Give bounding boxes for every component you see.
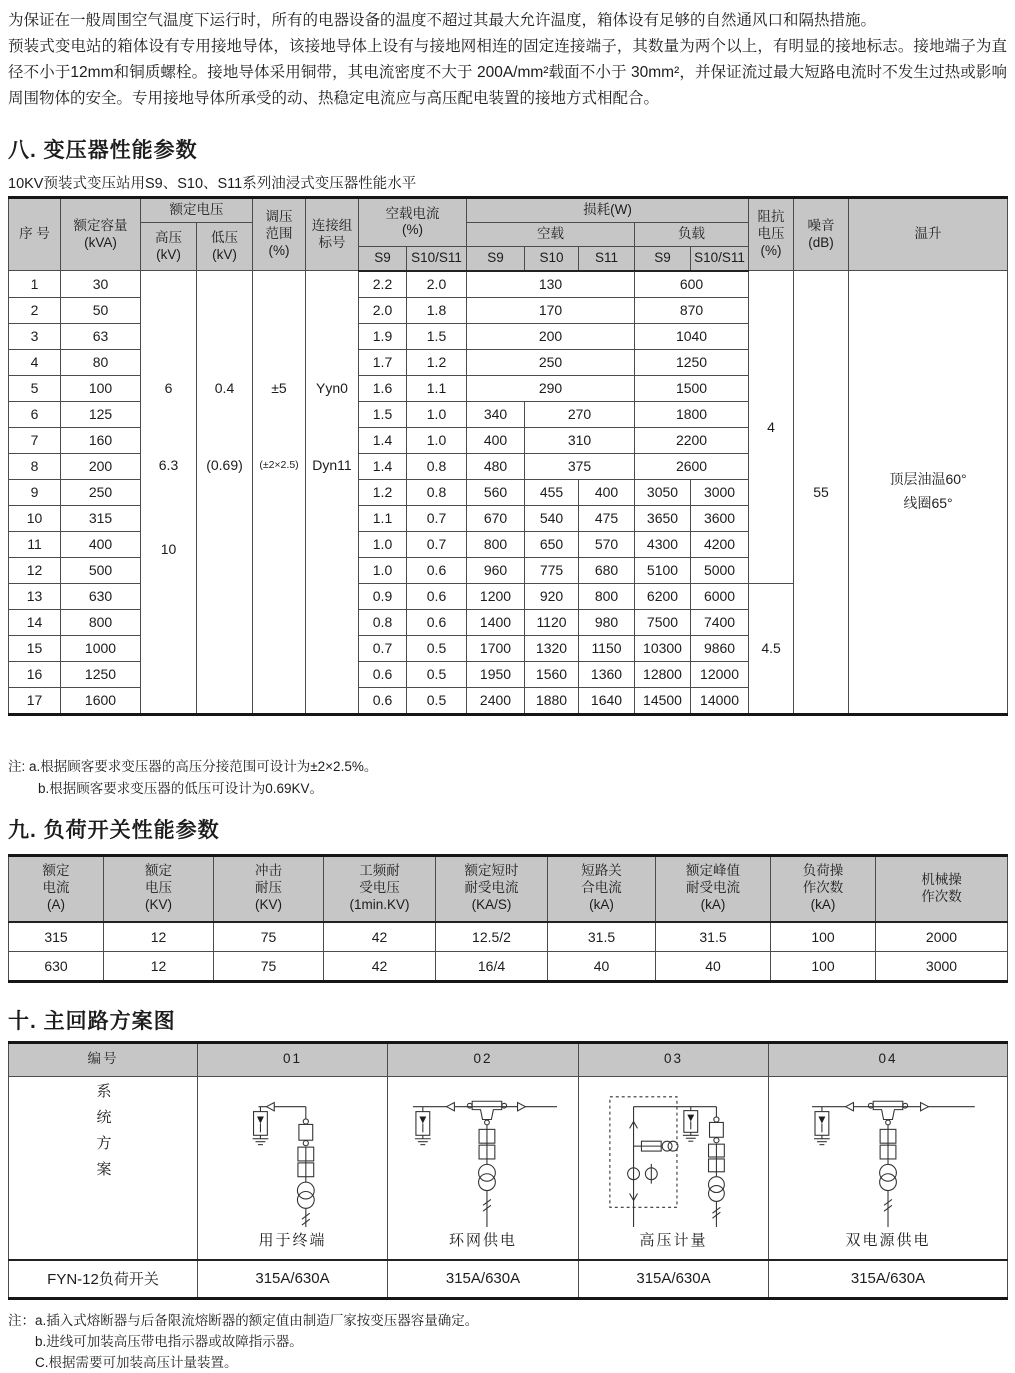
table-cell: 3000 <box>876 951 1008 981</box>
table-cell: 40 <box>548 951 656 981</box>
scheme-label-01: 用于终端 <box>258 1231 327 1249</box>
section-8-notes <box>8 756 1007 800</box>
table-cell: 270 <box>525 401 635 427</box>
lv-outgoing-line <box>301 1208 309 1227</box>
table-cell: 6000 <box>691 583 749 609</box>
table-cell: 空载电流 (%) <box>359 198 467 247</box>
table-cell: 920 <box>525 583 579 609</box>
table-cell: 1.0 <box>407 401 467 427</box>
table-cell: 170 <box>467 297 635 323</box>
scheme-col-number: 编号 <box>9 1042 198 1076</box>
table-cell: 55 <box>794 271 849 715</box>
table-cell: 1250 <box>635 349 749 375</box>
table-cell: 600 <box>635 271 749 298</box>
table-cell: 200 <box>61 453 141 479</box>
table-cell: 冲击 耐压 (KV) <box>214 855 324 922</box>
table-cell: 42 <box>324 951 436 981</box>
table-cell: S9 <box>467 246 525 270</box>
table-cell: 1 <box>9 271 61 298</box>
table-cell: 额定短时 耐受电流 (KA/S) <box>436 855 548 922</box>
system-scheme-cell <box>9 1076 198 1260</box>
table-cell: 42 <box>324 922 436 952</box>
table-cell: 1360 <box>579 661 635 687</box>
table-cell: 额定 电流 (A) <box>9 855 104 922</box>
intro-section <box>8 8 1007 112</box>
section-10-notes <box>8 1310 1007 1373</box>
table-cell: 0.6 <box>359 687 407 714</box>
table-cell: 空载 <box>467 222 635 246</box>
table-cell: 1700 <box>467 635 525 661</box>
table-cell: 11 <box>9 531 61 557</box>
table-cell: 噪音 (dB) <box>794 198 849 271</box>
table-cell: 10300 <box>635 635 691 661</box>
table-cell: 375 <box>525 453 635 479</box>
table-cell: 2400 <box>467 687 525 714</box>
table-cell: 475 <box>579 505 635 531</box>
table-cell: 1950 <box>467 661 525 687</box>
incoming-line <box>258 1102 305 1110</box>
table-cell: 7400 <box>691 609 749 635</box>
merged-cell-value: 0.4 <box>214 380 235 397</box>
table-cell: 2 <box>9 297 61 323</box>
table-cell: 3600 <box>691 505 749 531</box>
circuit-diagram-terminal <box>200 1083 386 1229</box>
table-cell: 9 <box>9 479 61 505</box>
transformer-performance-table <box>8 196 1008 716</box>
arrester-icon <box>814 1106 830 1144</box>
table-cell: 160 <box>61 427 141 453</box>
note-line: b.根据顾客要求变压器的低压可设计为0.69KV。 <box>38 780 324 796</box>
table-cell: 400 <box>467 427 525 453</box>
table-cell: 1.8 <box>407 297 467 323</box>
merged-cell-value: 10 <box>160 541 177 558</box>
table-cell: 800 <box>579 583 635 609</box>
table-cell: 4 <box>749 271 794 584</box>
system-scheme-label: 系统方案 <box>94 1082 112 1187</box>
fuse-icon <box>297 1147 313 1183</box>
table-cell: 455 <box>525 479 579 505</box>
table-cell: 17 <box>9 687 61 714</box>
transformer-icon <box>879 1164 896 1190</box>
table-cell: 0.9 <box>359 583 407 609</box>
current-transformer-icons <box>627 1164 657 1184</box>
table-cell: 340 <box>467 401 525 427</box>
table-cell: 1250 <box>61 661 141 687</box>
section-8-subtitle: 10KV预装式变压站用S9、S10、S11系列油浸式变压器性能水平 <box>8 176 417 192</box>
note-line: 注：a.插入式熔断器与后备限流熔断器的额定值由制造厂家按变压器容量确定。 <box>8 1312 479 1328</box>
intro-paragraph-2: 预装式变电站的箱体设有专用接地导体，该接地导体上设有与接地网相连的固定连接端子，其数量为两个以上，有明显的接地标志。接地端子为直径不小于12mm和铜质螺栓。接地导体采用铜带，其电流密度不大于 200A/mm²载面不小于 30mm²，并保证流过最大短路电流时不发生过热或影响周围物体的安全。专用接地导体所承受的动、热稳定电流应与高压配电装置的接地方式相配合。 <box>8 38 1007 107</box>
bus-line <box>812 1102 975 1110</box>
fuse-icon <box>880 1125 896 1164</box>
table-cell: 6 <box>9 401 61 427</box>
table-cell: 12800 <box>635 661 691 687</box>
table-cell: 1150 <box>579 635 635 661</box>
table-cell: 560 <box>467 479 525 505</box>
transformer-icon <box>708 1176 724 1201</box>
table-cell: 12 <box>9 557 61 583</box>
table-cell: 5100 <box>635 557 691 583</box>
table-cell: 310 <box>525 427 635 453</box>
table-cell: 1040 <box>635 323 749 349</box>
table-cell: 2600 <box>635 453 749 479</box>
table-cell: 序 号 <box>9 198 61 271</box>
table-cell: 100 <box>771 922 876 952</box>
load-switch-icon <box>709 1106 723 1142</box>
table-cell: 4200 <box>691 531 749 557</box>
table-cell: 31.5 <box>656 922 771 952</box>
metering-boundary-box <box>609 1096 676 1206</box>
table-cell: 75 <box>214 922 324 952</box>
table-cell <box>141 271 197 715</box>
table-cell: 870 <box>635 297 749 323</box>
table-cell: 负载 <box>635 222 749 246</box>
left-arrow-icon <box>845 1102 853 1110</box>
table-cell: 250 <box>467 349 635 375</box>
merged-cell-value: Yyn0 <box>316 380 348 397</box>
table-cell: 250 <box>61 479 141 505</box>
table-cell: 3650 <box>635 505 691 531</box>
merged-cell-value: ±5 <box>271 380 287 397</box>
table-cell: 14 <box>9 609 61 635</box>
table-cell: 1.7 <box>359 349 407 375</box>
circuit-diagram-metering <box>581 1083 767 1229</box>
table-cell: 0.5 <box>407 661 467 687</box>
table-cell: 14000 <box>691 687 749 714</box>
tee-connector-icon <box>467 1101 506 1125</box>
scheme-label-02: 环网供电 <box>448 1231 517 1249</box>
table-cell: 6200 <box>635 583 691 609</box>
table-cell: 2.0 <box>407 271 467 298</box>
table-cell: 400 <box>61 531 141 557</box>
table-cell: 连接组 标号 <box>306 198 359 271</box>
table-cell: 1120 <box>525 609 579 635</box>
merged-cell-value: 6 <box>164 380 173 397</box>
table-cell: 290 <box>467 375 635 401</box>
table-cell: 额定峰值 耐受电流 (kA) <box>656 855 771 922</box>
table-cell: 800 <box>467 531 525 557</box>
table-cell: 670 <box>467 505 525 531</box>
table-cell: 1.2 <box>359 479 407 505</box>
section-8-title: 八. 变压器性能参数 <box>8 139 198 162</box>
merged-cell-value: Dyn11 <box>312 457 352 474</box>
lv-outgoing-line <box>483 1190 491 1227</box>
note-line: C.根据需要可加装高压计量装置。 <box>35 1354 238 1370</box>
table-cell: 80 <box>61 349 141 375</box>
lv-outgoing-line <box>712 1201 720 1227</box>
table-cell: 12 <box>104 922 214 952</box>
table-cell: 10 <box>9 505 61 531</box>
table-cell: 低压 (kV) <box>197 222 253 270</box>
table-cell: 500 <box>61 557 141 583</box>
lv-outgoing-line <box>884 1190 892 1227</box>
table-cell: 3050 <box>635 479 691 505</box>
transformer-icon <box>478 1164 495 1190</box>
metering-line <box>629 1106 716 1226</box>
table-cell: 工频耐 受电压 (1min.KV) <box>324 855 436 922</box>
table-cell: 630 <box>9 951 104 981</box>
table-cell: 15 <box>9 635 61 661</box>
table-cell: 1640 <box>579 687 635 714</box>
section-10-title: 十. 主回路方案图 <box>8 1009 176 1033</box>
transformer-table-body <box>9 271 1008 715</box>
table-cell: 63 <box>61 323 141 349</box>
table-cell: 130 <box>467 271 635 298</box>
table-cell: 4.5 <box>749 583 794 714</box>
fuse-icon <box>479 1125 495 1164</box>
circuit-diagram-dual-supply <box>771 1083 1006 1229</box>
table-cell: 额定容量 (kVA) <box>61 198 141 271</box>
load-switch-table-body <box>9 922 1008 982</box>
table-cell: 14500 <box>635 687 691 714</box>
table-cell: 480 <box>467 453 525 479</box>
table-cell: 125 <box>61 401 141 427</box>
table-cell: 0.7 <box>407 505 467 531</box>
fyn-value-01: 315A/630A <box>198 1260 388 1299</box>
table-cell: 短路关 合电流 (kA) <box>548 855 656 922</box>
scheme-header-row <box>9 1042 1008 1076</box>
table-cell: S11 <box>579 246 635 270</box>
table-cell: 1.1 <box>359 505 407 531</box>
table-cell: 30 <box>61 271 141 298</box>
table-cell: 1560 <box>525 661 579 687</box>
table-cell: 额定电压 <box>141 198 253 223</box>
table-cell: 0.8 <box>407 479 467 505</box>
table-cell: 2.2 <box>359 271 407 298</box>
scheme-cell-04 <box>769 1076 1008 1260</box>
note-line: b.进线可加装高压带电指示器或故障指示器。 <box>35 1333 303 1349</box>
scheme-col-04: 04 <box>769 1042 1008 1076</box>
table-cell: 775 <box>525 557 579 583</box>
table-cell <box>306 271 359 715</box>
table-cell: 12.5/2 <box>436 922 548 952</box>
merged-cell-value: (0.69) <box>206 457 243 474</box>
table-cell: 1.4 <box>359 427 407 453</box>
arrester-icon <box>414 1106 430 1144</box>
table-cell: S9 <box>635 246 691 270</box>
table-cell: 400 <box>579 479 635 505</box>
table-cell: 31.5 <box>548 922 656 952</box>
table-cell: 75 <box>214 951 324 981</box>
table-cell: 630 <box>61 583 141 609</box>
table-cell: 2200 <box>635 427 749 453</box>
table-cell: 315 <box>61 505 141 531</box>
table-cell: 1.4 <box>359 453 407 479</box>
table-cell: 4 <box>9 349 61 375</box>
table-cell: 1200 <box>467 583 525 609</box>
table-cell: 0.7 <box>359 635 407 661</box>
circuit-diagram-ring <box>390 1083 577 1229</box>
fyn-value-03: 315A/630A <box>579 1260 769 1299</box>
table-cell: 100 <box>61 375 141 401</box>
table-cell: 16/4 <box>436 951 548 981</box>
right-arrow-icon <box>517 1102 525 1110</box>
table-cell: 200 <box>467 323 635 349</box>
table-cell: 1.0 <box>359 531 407 557</box>
table-cell: 阻抗 电压 (%) <box>749 198 794 271</box>
table-cell: 1.0 <box>407 427 467 453</box>
table-cell: 0.5 <box>407 635 467 661</box>
table-cell: 高压 (kV) <box>141 222 197 270</box>
table-cell: 额定 电压 (KV) <box>104 855 214 922</box>
table-cell: 7 <box>9 427 61 453</box>
table-cell: 8 <box>9 453 61 479</box>
table-cell: 1500 <box>635 375 749 401</box>
tee-connector-icon <box>868 1101 907 1125</box>
table-cell: 0.5 <box>407 687 467 714</box>
scheme-cell-02 <box>388 1076 579 1260</box>
section-9-title: 九. 负荷开关性能参数 <box>8 818 220 842</box>
table-cell: 540 <box>525 505 579 531</box>
table-cell: 1880 <box>525 687 579 714</box>
table-cell: 800 <box>61 609 141 635</box>
scheme-diagram-row <box>9 1076 1008 1260</box>
intro-paragraph-1: 为保证在一般周围空气温度下运行时，所有的电器设备的温度不超过其最大允许温度，箱体设有足够的自然通风口和隔热措施。 <box>8 12 877 29</box>
table-cell: 960 <box>467 557 525 583</box>
table-cell: S10/S11 <box>407 246 467 270</box>
table-cell: 1.5 <box>359 401 407 427</box>
table-cell: 1.0 <box>359 557 407 583</box>
fyn-value-02: 315A/630A <box>388 1260 579 1299</box>
fuse-icon <box>708 1144 724 1176</box>
bus-line <box>412 1102 556 1110</box>
table-cell: 0.8 <box>407 453 467 479</box>
left-arrow-icon <box>446 1102 454 1110</box>
left-arrow-icon <box>266 1102 274 1110</box>
table-cell: 1.6 <box>359 375 407 401</box>
table-cell: 12 <box>104 951 214 981</box>
table-cell: 1400 <box>467 609 525 635</box>
table-cell: 0.7 <box>407 531 467 557</box>
table-cell: 机械操 作次数 <box>876 855 1008 922</box>
table-cell: 1.1 <box>407 375 467 401</box>
table-cell <box>253 271 306 715</box>
table-cell: 315 <box>9 922 104 952</box>
table-cell: 3000 <box>691 479 749 505</box>
table-cell: 1800 <box>635 401 749 427</box>
fyn-value-04: 315A/630A <box>769 1260 1008 1299</box>
scheme-cell-01 <box>198 1076 388 1260</box>
table-cell: 680 <box>579 557 635 583</box>
table-cell: 0.6 <box>407 583 467 609</box>
load-switch-table-header <box>9 855 1008 922</box>
table-cell: 负荷操 作次数 (kA) <box>771 855 876 922</box>
table-cell <box>197 271 253 715</box>
table-cell: 100 <box>771 951 876 981</box>
table-cell: 50 <box>61 297 141 323</box>
scheme-label-03: 高压计量 <box>639 1231 708 1249</box>
right-arrow-icon <box>920 1102 928 1110</box>
table-cell: S9 <box>359 246 407 270</box>
transformer-table-header <box>9 198 1008 271</box>
table-cell: 5 <box>9 375 61 401</box>
scheme-cell-03 <box>579 1076 769 1260</box>
table-cell: 0.6 <box>407 609 467 635</box>
table-cell: S10 <box>525 246 579 270</box>
table-cell: 0.8 <box>359 609 407 635</box>
arrester-icon <box>252 1106 268 1144</box>
table-cell: 顶层油温60° 线圈65° <box>849 271 1008 715</box>
table-cell: 1600 <box>61 687 141 714</box>
table-cell: 0.6 <box>407 557 467 583</box>
table-cell: 16 <box>9 661 61 687</box>
table-cell: 650 <box>525 531 579 557</box>
table-cell: 13 <box>9 583 61 609</box>
table-cell: S10/S11 <box>691 246 749 270</box>
fyn-row <box>9 1260 1008 1299</box>
table-cell: 2.0 <box>359 297 407 323</box>
table-cell: 7500 <box>635 609 691 635</box>
merged-cell-value: 6.3 <box>158 457 179 474</box>
table-cell: 5000 <box>691 557 749 583</box>
voltage-transformer-icon <box>633 1141 677 1151</box>
merged-cell-value: (±2×2.5) <box>259 459 299 472</box>
table-cell: 1000 <box>61 635 141 661</box>
table-cell: 3 <box>9 323 61 349</box>
table-cell: 40 <box>656 951 771 981</box>
scheme-col-01: 01 <box>198 1042 388 1076</box>
fyn-label: FYN-12负荷开关 <box>9 1260 198 1299</box>
table-cell: 9860 <box>691 635 749 661</box>
table-cell: 570 <box>579 531 635 557</box>
table-cell: 温升 <box>849 198 1008 271</box>
transformer-icon <box>297 1182 314 1208</box>
main-circuit-scheme-table <box>8 1041 1008 1300</box>
table-cell: 2000 <box>876 922 1008 952</box>
arrester-icon <box>682 1106 698 1141</box>
table-cell: 980 <box>579 609 635 635</box>
table-cell: 0.6 <box>359 661 407 687</box>
table-cell: 4300 <box>635 531 691 557</box>
table-cell: 1.9 <box>359 323 407 349</box>
note-line: 注: a.根据顾客要求变压器的高压分接范围可设计为±2×2.5%。 <box>8 758 378 774</box>
load-switch-icon <box>298 1106 312 1145</box>
table-cell: 12000 <box>691 661 749 687</box>
scheme-label-04: 双电源供电 <box>845 1231 931 1249</box>
scheme-col-02: 02 <box>388 1042 579 1076</box>
table-cell: 1.2 <box>407 349 467 375</box>
table-cell: 调压 范围 (%) <box>253 198 306 271</box>
table-cell: 1.5 <box>407 323 467 349</box>
table-cell: 损耗(W) <box>467 198 749 223</box>
scheme-col-03: 03 <box>579 1042 769 1076</box>
table-cell: 1320 <box>525 635 579 661</box>
load-switch-table <box>8 854 1008 983</box>
